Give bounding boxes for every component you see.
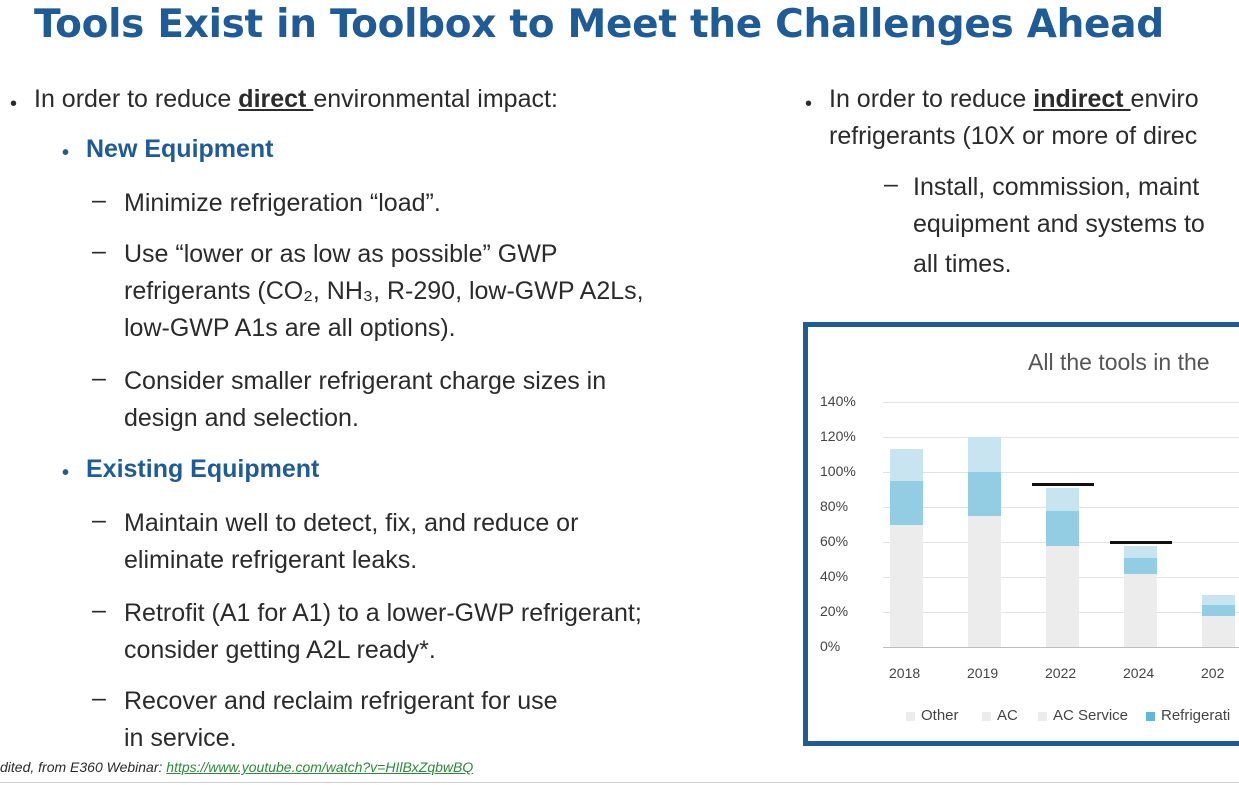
- bullet-icon: •: [805, 93, 813, 115]
- target-line-2022: [1032, 483, 1094, 486]
- bar-other-2024: [1124, 574, 1157, 648]
- existing-item-3-line-2: in service.: [124, 724, 237, 752]
- legend-label: AC: [997, 707, 1018, 724]
- x-tick-label: 2018: [889, 665, 921, 681]
- new-item-1: Minimize refrigeration “load”.: [124, 189, 441, 217]
- footer-source-text: dited, from E360 Webinar:: [0, 759, 167, 775]
- new-equipment-heading: New Equipment: [86, 135, 274, 163]
- chart-title: All the tools in the: [1028, 349, 1210, 375]
- indirect-item-line-1: Install, commission, maint: [913, 173, 1200, 201]
- direct-intro-post: environmental impact:: [313, 85, 558, 113]
- legend-item: [1038, 707, 1128, 724]
- legend-swatch: [906, 712, 915, 721]
- existing-item-1-line-1: Maintain well to detect, fix, and reduce or: [124, 509, 579, 537]
- indirect-intro-pre: In order to reduce: [829, 85, 1034, 113]
- x-tick-label: 2022: [1045, 665, 1077, 681]
- x-tick-label: 202: [1201, 665, 1225, 681]
- bar-ac-2018: [890, 449, 923, 481]
- chart-frame: [803, 322, 1239, 746]
- dash-icon: –: [92, 364, 106, 392]
- y-tick-label: 120%: [820, 428, 856, 444]
- y-tick-label: 40%: [820, 568, 849, 584]
- bottom-divider: [0, 782, 1239, 783]
- bar-other-2022: [1046, 546, 1079, 648]
- legend-item: [906, 707, 959, 724]
- bar-ac-2024: [1124, 546, 1157, 558]
- target-line-2024: [1110, 541, 1172, 544]
- existing-item-3-line-1: Recover and reclaim refrigerant for use: [124, 687, 558, 715]
- chart-x-axis: [883, 647, 1239, 648]
- bar-ac-service-2022: [1046, 511, 1079, 546]
- direct-keyword: direct: [238, 85, 314, 113]
- bullet-icon: •: [62, 142, 70, 164]
- bullet-icon: •: [62, 462, 70, 484]
- y-tick-label: 60%: [820, 533, 849, 549]
- new-item-2-line-1: Use “lower or as low as possible” GWP: [124, 240, 558, 268]
- existing-item-2-line-2: consider getting A2L ready*.: [124, 636, 436, 664]
- bar-ac-service-2018: [890, 481, 923, 525]
- source-footer: [0, 759, 473, 775]
- new-item-2-line-3: low-GWP A1s are all options).: [124, 314, 456, 342]
- legend-label: AC Service: [1053, 707, 1129, 724]
- indirect-intro: [829, 81, 1199, 118]
- new-item-3-line-1: Consider smaller refrigerant charge sizes in: [124, 367, 607, 395]
- indirect-keyword: indirect: [1033, 85, 1131, 113]
- direct-intro-pre: In order to reduce: [34, 85, 239, 113]
- legend-swatch: [1146, 712, 1155, 721]
- chart-gridline: [883, 437, 1239, 438]
- dash-icon: –: [92, 237, 106, 265]
- y-tick-label: 140%: [820, 393, 856, 409]
- legend-item: [982, 707, 1018, 724]
- bar-ac-service-2024: [1124, 558, 1157, 574]
- bar-ac-2019: [968, 437, 1001, 472]
- bar-ac-2022: [1046, 488, 1079, 511]
- dash-icon: –: [92, 596, 106, 624]
- chart-gridline: [883, 402, 1239, 403]
- bar-ac-service-202: [1202, 605, 1235, 616]
- legend-swatch: [1038, 712, 1047, 721]
- y-tick-label: 20%: [820, 603, 849, 619]
- new-item-2-line-2: refrigerants (CO₂, NH₃, R-290, low-GWP A2Ls,: [124, 277, 644, 305]
- indirect-item-line-2: equipment and systems to: [913, 210, 1205, 238]
- direct-intro: [34, 81, 558, 118]
- bar-ac-202: [1202, 595, 1235, 606]
- dash-icon: –: [884, 170, 898, 198]
- bar-ac-service-2019: [968, 472, 1001, 516]
- x-tick-label: 2024: [1123, 665, 1155, 681]
- indirect-intro-post: enviro: [1130, 85, 1199, 113]
- slide-title: Tools Exist in Toolbox to Meet the Challenges Ahead: [34, 2, 1164, 47]
- y-tick-label: 80%: [820, 498, 849, 514]
- indirect-intro-line-2: refrigerants (10X or more of direc: [829, 122, 1198, 150]
- bar-other-202: [1202, 616, 1235, 648]
- bar-other-2019: [968, 516, 1001, 647]
- dash-icon: –: [92, 186, 106, 214]
- y-tick-label: 100%: [820, 463, 856, 479]
- legend-label: Other: [921, 707, 959, 724]
- existing-item-1-line-2: eliminate refrigerant leaks.: [124, 546, 418, 574]
- y-tick-label: 0%: [820, 638, 841, 654]
- existing-equipment-heading: Existing Equipment: [86, 455, 320, 483]
- new-item-3-line-2: design and selection.: [124, 404, 359, 432]
- dash-icon: –: [92, 684, 106, 712]
- legend-label: Refrigerati: [1161, 707, 1231, 724]
- existing-item-2-line-1: Retrofit (A1 for A1) to a lower-GWP refrigerant;: [124, 599, 642, 627]
- indirect-item-line-3: all times.: [913, 250, 1012, 278]
- bullet-icon: •: [10, 93, 18, 115]
- legend-swatch: [982, 712, 991, 721]
- dash-icon: –: [92, 506, 106, 534]
- x-tick-label: 2019: [967, 665, 999, 681]
- chart-gridline: [883, 472, 1239, 473]
- footer-video-link[interactable]: https://www.youtube.com/watch?v=HIlBxZqbwBQ: [166, 759, 474, 775]
- legend-item: [1146, 707, 1230, 724]
- bar-other-2018: [890, 525, 923, 648]
